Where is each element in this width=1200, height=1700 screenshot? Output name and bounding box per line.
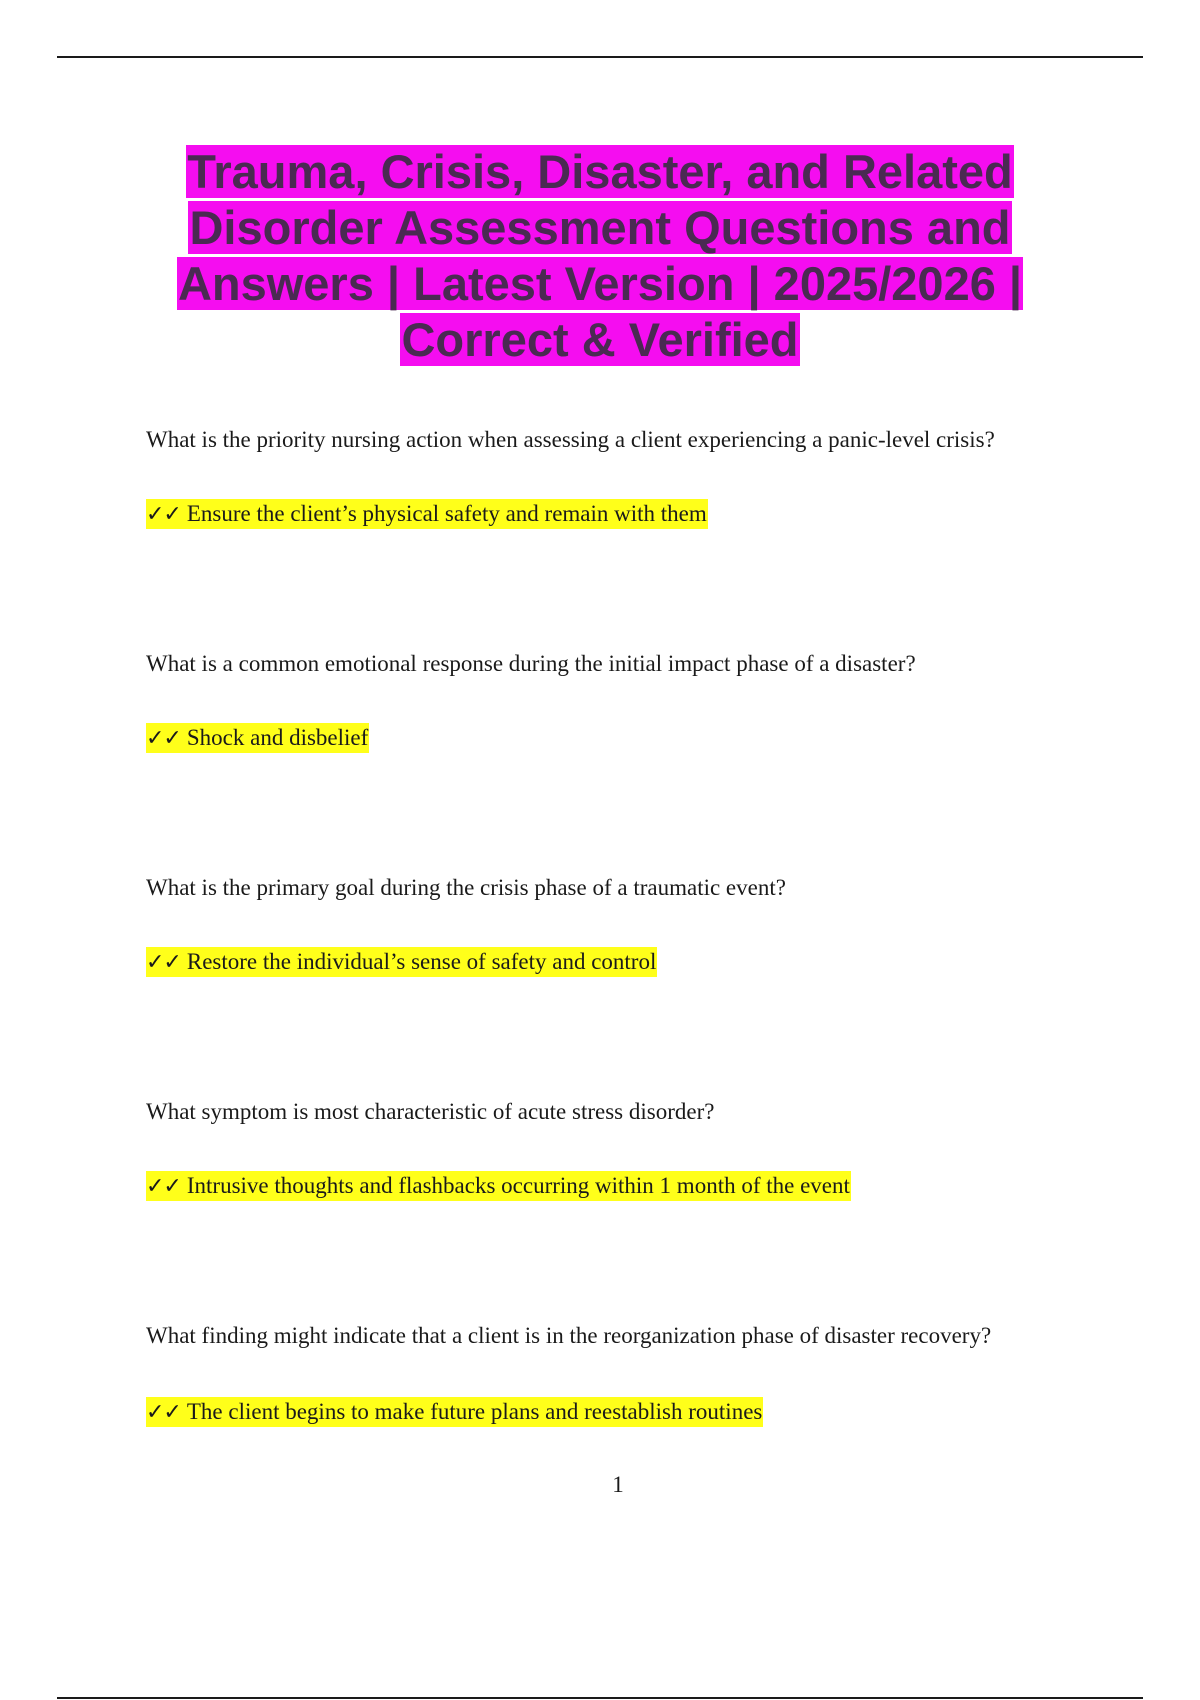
question-text: What is a common emotional response during the initial impact phase of a disaster? xyxy=(146,651,916,676)
qa-item-4 xyxy=(146,1098,1106,1199)
double-check-icon: ✓✓ xyxy=(146,726,181,751)
answer xyxy=(146,948,657,977)
answer-text: Intrusive thoughts and flashbacks occurring within 1 month of the event xyxy=(186,1173,850,1198)
answer xyxy=(146,500,708,529)
page-number: 1 xyxy=(612,1472,624,1497)
answer xyxy=(146,1398,763,1427)
bottom-rule xyxy=(57,1697,1143,1699)
qa-item-1 xyxy=(146,426,1106,527)
qa-item-5 xyxy=(146,1322,1106,1425)
answer xyxy=(146,1172,851,1201)
answer-text: Shock and disbelief xyxy=(186,725,369,750)
answer-highlight xyxy=(146,947,657,977)
question-text: What finding might indicate that a client is in the reorganization phase of disaster recovery? xyxy=(146,1323,992,1348)
answer-text: Ensure the client’s physical safety and remain with them xyxy=(186,501,707,526)
document-title-text: Trauma, Crisis, Disaster, and Related Disorder Assessment Questions and Answers | Latest Version | 2025/2026 | Correct & Verified xyxy=(177,145,1023,366)
question-text: What is the priority nursing action when assessing a client experiencing a panic-level crisis? xyxy=(146,427,995,452)
answer-highlight xyxy=(146,1171,851,1201)
answer xyxy=(146,724,369,753)
question-text: What is the primary goal during the crisis phase of a traumatic event? xyxy=(146,875,786,900)
answer-text: The client begins to make future plans and reestablish routines xyxy=(186,1399,763,1424)
qa-item-2 xyxy=(146,650,1106,751)
double-check-icon: ✓✓ xyxy=(146,1174,181,1199)
double-check-icon: ✓✓ xyxy=(146,502,181,527)
answer-highlight xyxy=(146,499,708,529)
double-check-icon: ✓✓ xyxy=(146,950,181,975)
top-rule xyxy=(57,56,1143,58)
document-title xyxy=(100,144,1100,368)
qa-item-3 xyxy=(146,874,1106,975)
answer-highlight xyxy=(146,1397,763,1427)
double-check-icon: ✓✓ xyxy=(146,1400,181,1425)
question-text: What symptom is most characteristic of acute stress disorder? xyxy=(146,1099,715,1124)
answer-text: Restore the individual’s sense of safety and control xyxy=(186,949,657,974)
answer-highlight xyxy=(146,723,369,753)
